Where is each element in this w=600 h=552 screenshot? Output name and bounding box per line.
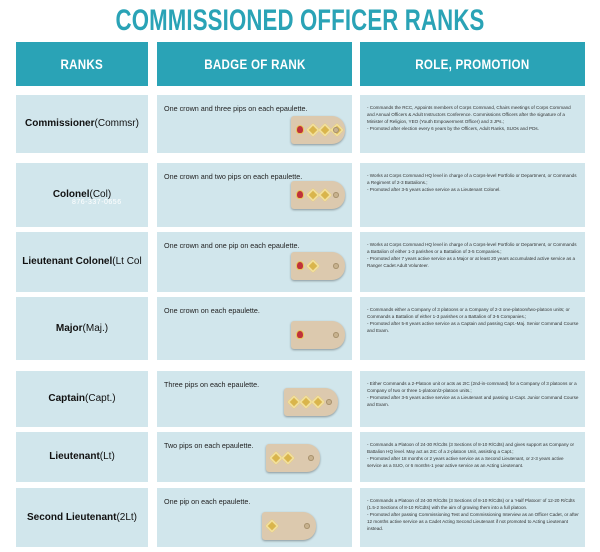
rank-name: Major — [55, 322, 83, 334]
badge-description: Three pips on each epaulette. — [164, 380, 260, 389]
role-cell — [360, 232, 585, 292]
role-text — [367, 498, 579, 533]
epaulette-image — [266, 444, 320, 472]
pip-icon — [318, 188, 332, 202]
header-ranks-label: RANKS — [60, 56, 104, 72]
role-line: - Works at Corps Command HQ level in charge of a Corps-level Portfolio or Department, or Commands a Regiment of 2-3 Battalions.; — [367, 173, 577, 185]
rank-abbreviation: (Commsr) — [94, 118, 139, 129]
header-badge — [157, 42, 352, 86]
badge-cell — [157, 488, 352, 547]
header-ranks — [16, 42, 148, 86]
role-line: - Promoted after 18 months or 2 years active service as a Second Lieutenant, or 2-3 years active service as a SUO, or 6 months-1 year active service as an Acting Lieutenant. — [367, 455, 564, 468]
badge-cell — [157, 432, 352, 482]
role-line: - Promoted after passing Commissioning Test and Commissioning Interview as an Officer Cadet, or after 12 months active service as a Cadet Acting Second Lieutenant if not promoted to Acting Lieutenant instead. — [367, 511, 579, 531]
rank-label — [27, 512, 137, 524]
rank-cell — [16, 371, 148, 427]
role-line: - Either Commands a 2-Platoon unit or acts as 2IC (2nd-in-command) for a Company of 3 platoons or a Company of two or three 1-platoon/2-platoon units.; — [367, 381, 577, 393]
badge-description: One crown and two pips on each epaulette. — [164, 172, 303, 181]
badge-description: One crown on each epaulette. — [164, 306, 260, 315]
rank-name: Captain — [48, 393, 86, 404]
rank-abbreviation: (Lt) — [99, 451, 115, 462]
role-line: - Commands the RCC, Appoints members of Corps Command, Chairs meetings of Corps Command and Annual Officers & Adult Instructors Conference. Commissions Officers after the signature of a Minister of Religion, YEO (Youth Empowerment Officer) and 3 JPs.; — [367, 105, 571, 124]
rank-cell — [16, 232, 148, 292]
epaulette-image — [262, 512, 316, 540]
rank-label — [25, 118, 139, 130]
header-role — [360, 42, 585, 86]
rank-cell — [16, 297, 148, 360]
role-line: - Promoted after election every 6 years by the Officers, Adult Ranks, SUOs and PDs. — [367, 125, 540, 131]
role-text — [367, 105, 579, 133]
role-cell — [360, 371, 585, 427]
pip-icon — [306, 259, 320, 273]
rank-name: Second Lieutenant — [26, 511, 117, 523]
rank-label — [49, 451, 115, 463]
rank-abbreviation: (Lt Col — [112, 256, 142, 267]
epaulette-image — [291, 181, 345, 209]
rank-label — [22, 256, 141, 268]
pip-icon — [311, 395, 325, 409]
role-cell — [360, 432, 585, 482]
rank-cell — [16, 488, 148, 547]
rank-name: Colonel — [52, 189, 90, 200]
role-text — [367, 381, 579, 409]
header-badge-label: BADGE OF RANK — [203, 56, 306, 72]
role-line: - Promoted after 3-5 years active service as a Lieutenant Colonel. — [367, 186, 501, 192]
role-cell — [360, 163, 585, 227]
rank-abbreviation: (Col) — [89, 189, 112, 200]
pip-icon — [330, 123, 344, 137]
role-line: - Works at Corps Command HQ level in charge of a Corps-level Portfolio or Department, or Commands a Battalion of either 1-3 parishes or a Battalion of 3-5 Companies.; — [367, 242, 577, 254]
rank-abbreviation: (2Lt) — [116, 511, 137, 523]
epaulette-image — [291, 116, 345, 144]
epaulette-image — [291, 321, 345, 349]
crown-icon — [296, 190, 304, 199]
badge-description: One crown and three pips on each epaulette. — [164, 104, 308, 113]
rank-cell — [16, 432, 148, 482]
badge-description: Two pips on each epaulette. — [164, 441, 254, 450]
badge-description: One pip on each epaulette. — [164, 497, 251, 506]
role-line: - Promoted after 3-5 years active service as a Lieutenant and passing Lt-Capt. Junior Command Course and Exam. — [367, 394, 579, 407]
phone-watermark: 876-337-0656 — [72, 199, 122, 206]
role-line: - Commands either a Company of 3 platoons or a Company of 2-3 one-platoon/two-platoon units; or Commands a Battalion of either 1-3 parishes or a Battalion of 3-5 Companies.; — [367, 307, 570, 319]
crown-icon — [296, 330, 304, 339]
role-text — [367, 242, 579, 270]
rank-name: Lieutenant — [49, 451, 100, 462]
rank-abbreviation: (Capt.) — [85, 393, 116, 404]
role-line: - Commands a Platoon of 24-30 R/Cdts (3 Sections of 8-10 R/Cdts) or a 'Half Platoon' of 12-20 R/Cdts (1.5-2 Sections of 8-10 R/Cdts) with the aim of growing them into a full platoon. — [367, 498, 575, 510]
epaulette-image — [284, 388, 338, 416]
role-text — [367, 442, 579, 470]
rank-abbreviation: (Maj.) — [82, 322, 109, 334]
rank-name: Lieutenant Colonel — [22, 256, 113, 267]
header-role-label: ROLE, PROMOTION — [415, 56, 530, 72]
role-text — [367, 307, 579, 335]
badge-description: One crown and one pip on each epaulette. — [164, 241, 300, 250]
pip-icon — [265, 519, 279, 533]
page-title: COMMISSIONED OFFICER RANKS — [115, 4, 485, 37]
crown-icon — [296, 261, 304, 270]
role-cell — [360, 488, 585, 547]
crown-icon — [296, 125, 304, 134]
role-line: - Commands a Platoon of 24-30 R/Cdts (3 Sections of 8-10 R/Cdts) and gives support as Company or Battalion HQ level. May act as 2IC of a 2-platoon Unit, assisting a Capt.; — [367, 442, 575, 454]
rank-cell — [16, 95, 148, 153]
rank-label — [48, 393, 115, 405]
role-cell — [360, 95, 585, 153]
role-line: - Promoted after 5-8 years active service as a Captain and passing Capt.-Maj. Senior Command Course and Exam. — [367, 320, 579, 333]
rank-cell — [16, 163, 148, 227]
epaulette-image — [291, 252, 345, 280]
rank-name: Commissioner — [25, 118, 95, 129]
role-line: - Promoted after 7 years active service as a Major or at least 20 years accumulated active service as a Ranger Cadet Adult Volunteer. — [367, 255, 576, 268]
rank-label — [56, 323, 108, 335]
role-text — [367, 173, 579, 194]
role-cell — [360, 297, 585, 360]
pip-icon — [281, 451, 295, 465]
